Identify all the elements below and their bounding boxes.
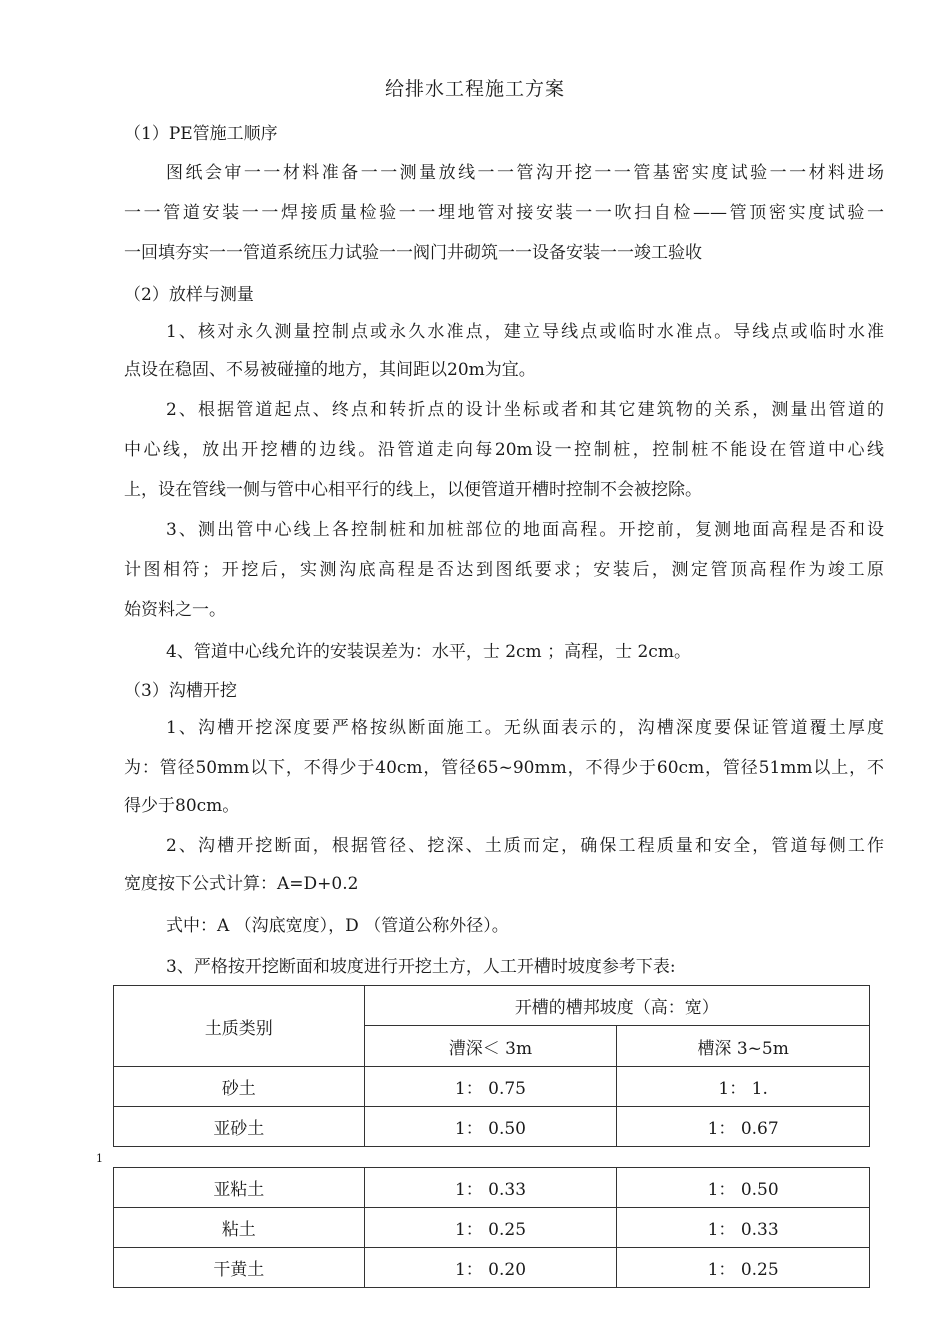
table-cell: 亚砂土 <box>114 1107 365 1147</box>
paragraph-line: 1、沟槽开挖深度要严格按纵断面施工。无纵面表示的，沟槽深度要保证管道覆土厚度 <box>166 718 884 738</box>
table-cell: 1： 0.67 <box>617 1107 870 1147</box>
paragraph-line: 上，设在管线一侧与管中心相平行的线上，以便管道开槽时控制不会被挖除。 <box>124 480 702 500</box>
page-number: 1 <box>96 1152 103 1165</box>
table-cell: 1： 0.20 <box>364 1248 617 1288</box>
table-row <box>114 1107 870 1147</box>
table-cell: 1： 0.33 <box>364 1168 617 1208</box>
table-cell: 粘土 <box>114 1208 365 1248</box>
section-1-heading: （1）PE管施工顺序 <box>124 124 278 144</box>
paragraph-line: 3、测出管中心线上各控制桩和加桩部位的地面高程。开挖前，复测地面高程是否和设 <box>166 520 884 540</box>
paragraph-line: 2、根据管道起点、终点和转折点的设计坐标或者和其它建筑物的关系，测量出管道的 <box>166 400 884 420</box>
document-title: 给排水工程施工方案 <box>384 78 565 100</box>
section-2-heading: （2）放样与测量 <box>124 285 254 305</box>
paragraph-line: 4、管道中心线允许的安装误差为：水平，士 2cm ；高程，士 2cm。 <box>166 642 691 662</box>
slope-table-part-2 <box>113 1167 870 1288</box>
paragraph-line: 一回填夯实一一管道系统压力试验一一阀门井砌筑一一设备安装一一竣工验收 <box>124 243 702 263</box>
section-3-heading: （3）沟槽开挖 <box>124 681 237 701</box>
depth-under-3m-header: 漕深＜ 3m <box>364 1026 617 1067</box>
paragraph-line: 3、严格按开挖断面和坡度进行开挖土方，人工开槽时坡度参考下表: <box>166 957 676 977</box>
soil-type-header: 土质类别 <box>114 986 365 1067</box>
table-cell: 1： 0.33 <box>617 1208 870 1248</box>
table-cell: 1： 1. <box>617 1067 870 1107</box>
table-cell: 干黄土 <box>114 1248 365 1288</box>
paragraph-line: 1、核对永久测量控制点或永久水准点，建立导线点或临时水准点。导线点或临时水准 <box>166 322 884 342</box>
paragraph-line: 宽度按下公式计算：A=D+0.2 <box>124 874 359 894</box>
paragraph-line: 中心线，放出开挖槽的边线。沿管道走向每20m设一控制桩，控制桩不能设在管道中心线 <box>124 440 884 460</box>
table-cell: 1： 0.25 <box>364 1208 617 1248</box>
paragraph-line: 2、沟槽开挖断面，根据管径、挖深、土质而定，确保工程质量和安全，管道每侧工作 <box>166 836 884 856</box>
paragraph-line: 式中：A （沟底宽度），D （管道公称外径）。 <box>166 916 509 936</box>
table-cell: 亚粘土 <box>114 1168 365 1208</box>
table-row <box>114 1208 870 1248</box>
table-cell: 砂土 <box>114 1067 365 1107</box>
paragraph-line: 得少于80cm。 <box>124 796 240 816</box>
paragraph-line: 点设在稳固、不易被碰撞的地方，其间距以20m为宜。 <box>124 360 536 380</box>
slope-group-header: 开槽的槽邦坡度（高：宽） <box>364 986 869 1026</box>
slope-table-part-1 <box>113 985 870 1147</box>
table-cell: 1： 0.50 <box>364 1107 617 1147</box>
table-cell: 1： 0.25 <box>617 1248 870 1288</box>
paragraph-line: 图纸会审一一材料准备一一测量放线一一管沟开挖一一管基密实度试验一一材料进场 <box>166 163 884 183</box>
paragraph-line: 为：管径50mm以下，不得少于40cm，管径65~90mm，不得少于60cm，管径51mm以上，不 <box>124 758 884 778</box>
paragraph-line: 计图相符；开挖后，实测沟底高程是否达到图纸要求；安装后，测定管顶高程作为竣工原 <box>124 560 884 580</box>
table-row <box>114 1248 870 1288</box>
table-cell: 1： 0.50 <box>617 1168 870 1208</box>
table-row <box>114 1168 870 1208</box>
paragraph-line: 一一管道安装一一焊接质量检验一一埋地管对接安装一一吹扫自检——管顶密实度试验一 <box>124 203 884 223</box>
table-row <box>114 1067 870 1107</box>
depth-3-5m-header: 槽深 3~5m <box>617 1026 870 1067</box>
paragraph-line: 始资料之一。 <box>124 600 226 620</box>
table-cell: 1： 0.75 <box>364 1067 617 1107</box>
